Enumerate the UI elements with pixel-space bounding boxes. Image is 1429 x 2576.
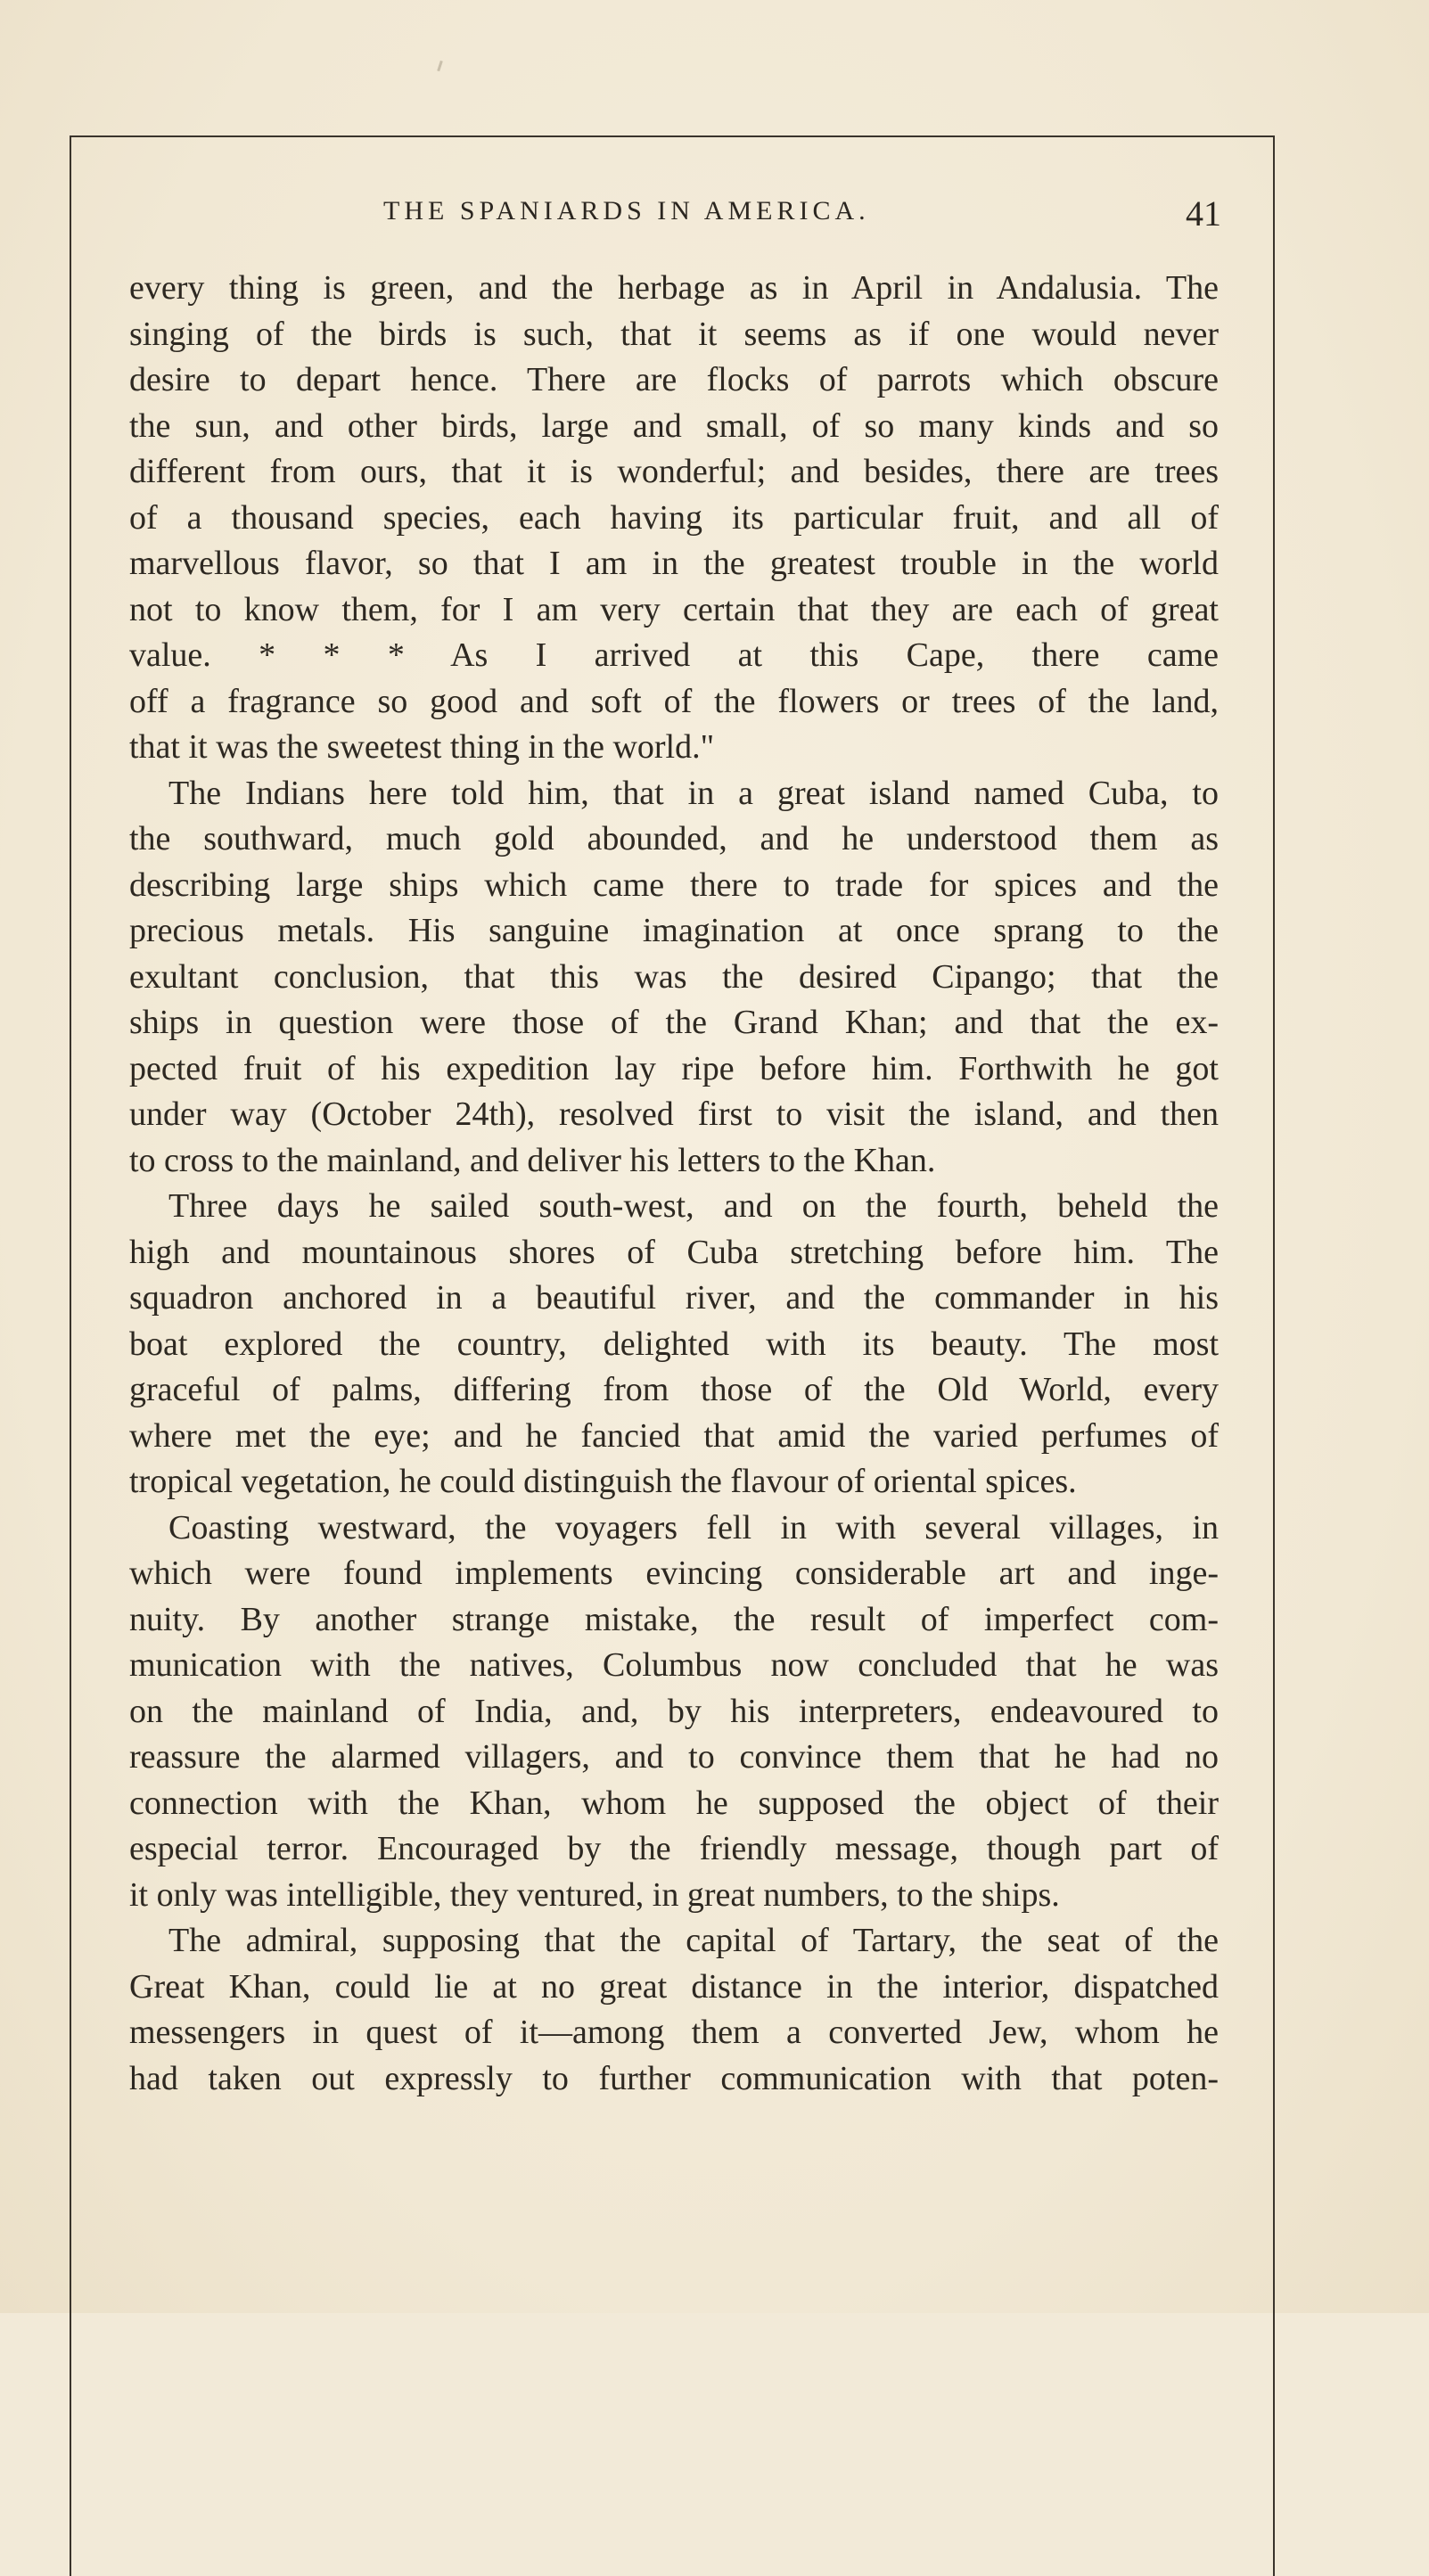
text-line: Great Khan, could lie at no great distance in the interior, dispatched	[129, 1967, 1219, 2006]
text-line: pected fruit of his expedition lay ripe before him. Forthwith he got	[129, 1049, 1219, 1087]
text-line: describing large ships which came there to trade for spices and the	[129, 866, 1219, 904]
text-line: nuity. By another strange mistake, the result of imperfect com-	[129, 1600, 1219, 1638]
text-line: on the mainland of India, and, by his interpreters, endeavoured to	[129, 1692, 1219, 1730]
text-line: the southward, much gold abounded, and he understood them as	[129, 820, 1219, 857]
paragraph-start-line: The admiral, supposing that the capital of Tartary, the seat of the	[168, 1922, 1219, 1959]
text-line: to cross to the mainland, and deliver his letters to the Khan.	[129, 1141, 936, 1179]
text-line: connection with the Khan, whom he supposed the object of their	[129, 1784, 1219, 1822]
text-line: different from ours, that it is wonderful; and besides, there are trees	[129, 453, 1219, 490]
text-line: high and mountainous shores of Cuba stretching before him. The	[129, 1233, 1219, 1271]
text-line: had taken out expressly to further communication with that poten-	[129, 2059, 1219, 2097]
text-line: under way (October 24th), resolved first to visit the island, and then	[129, 1095, 1219, 1133]
text-line: messengers in quest of it—among them a converted Jew, whom he	[129, 2014, 1219, 2051]
text-line: not to know them, for I am very certain that they are each of great	[129, 590, 1219, 628]
text-line: munication with the natives, Columbus now concluded that he was	[129, 1646, 1219, 1684]
text-line: especial terror. Encouraged by the friendly message, though part of	[129, 1830, 1219, 1867]
page-header	[125, 187, 1221, 241]
frame-border-right	[1273, 135, 1275, 2576]
text-line: graceful of palms, differing from those of the Old World, every	[129, 1371, 1219, 1408]
text-line: every thing is green, and the herbage as in April in Andalusia. The	[129, 269, 1219, 307]
text-line: the sun, and other birds, large and small, of so many kinds and so	[129, 406, 1219, 445]
text-line: where met the eye; and he fancied that amid the varied perfumes of	[129, 1416, 1219, 1455]
paragraph-start-line: The Indians here told him, that in a great island named Cuba, to	[168, 774, 1219, 812]
page-number: 41	[1186, 193, 1221, 234]
text-line: precious metals. His sanguine imagination at once sprang to the	[129, 912, 1219, 949]
text-line: boat explored the country, delighted with its beauty. The most	[129, 1325, 1219, 1363]
text-line: off a fragrance so good and soft of the flowers or trees of the land,	[129, 682, 1219, 720]
text-line: marvellous flavor, so that I am in the greatest trouble in the world	[129, 545, 1219, 582]
running-title: THE SPANIARDS IN AMERICA.	[383, 196, 870, 226]
text-line: of a thousand species, each having its particular fruit, and all of	[129, 498, 1219, 537]
frame-border-top	[70, 135, 1275, 137]
text-line: tropical vegetation, he could distinguish the flavour of oriental spices.	[129, 1463, 1077, 1500]
text-line: reassure the alarmed villagers, and to convince them that he had no	[129, 1738, 1219, 1776]
text-line: that it was the sweetest thing in the world."	[129, 728, 715, 766]
text-line: value. * * * As I arrived at this Cape, there came	[129, 636, 1219, 674]
text-line: singing of the birds is such, that it seems as if one would never	[129, 315, 1219, 353]
text-line: which were found implements evincing considerable art and inge-	[129, 1555, 1219, 1592]
text-line: it only was intelligible, they ventured, in great numbers, to the ships.	[129, 1875, 1060, 1914]
text-line: desire to depart hence. There are flocks of parrots which obscure	[129, 361, 1219, 398]
paragraph-start-line: Three days he sailed south-west, and on the fourth, beheld the	[168, 1187, 1219, 1225]
frame-border-left	[70, 135, 71, 2576]
pencil-mark	[437, 61, 443, 71]
paragraph-start-line: Coasting westward, the voyagers fell in with several villages, in	[168, 1508, 1219, 1546]
body-text	[129, 266, 1219, 2102]
text-line: ships in question were those of the Grand Khan; and that the ex-	[129, 1004, 1219, 1041]
text-line: exultant conclusion, that this was the desired Cipango; that the	[129, 957, 1219, 996]
text-line: squadron anchored in a beautiful river, and the commander in his	[129, 1279, 1219, 1317]
